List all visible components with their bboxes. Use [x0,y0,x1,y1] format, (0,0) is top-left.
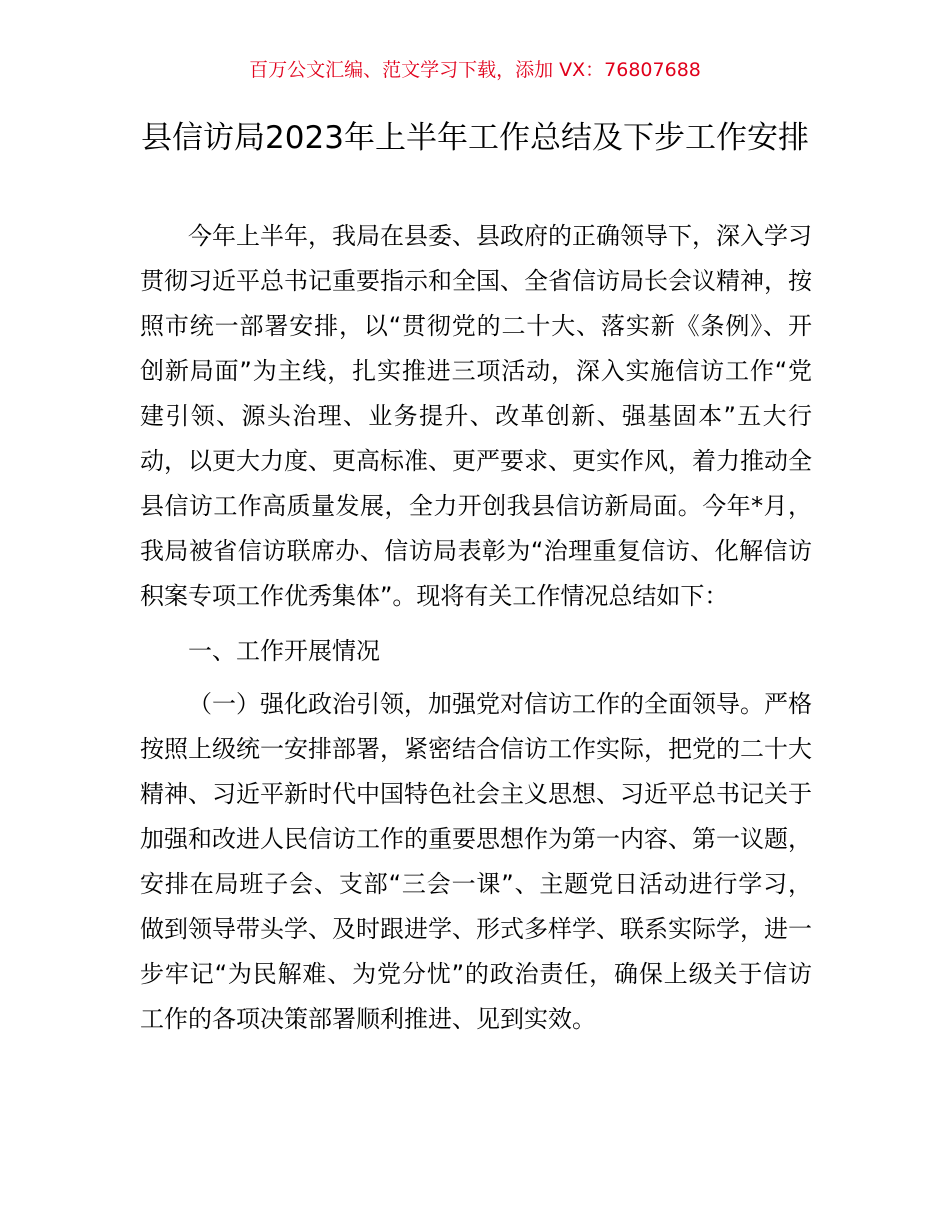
header-banner: 百万公文汇编、范文学习下载，添加 VX：76807688 [249,59,701,81]
section-item-paragraph: （一）强化政治引领，加强党对信访工作的全面领导。严格按照上级统一安排部署，紧密结合信访工作实际，把党的二十大精神、习近平新时代中国特色社会主义思想、习近平总书记关于加强和改进人民信访工作的重要思想作为第一内容、第一议题，安排在局班子会、支部“三会一课”、主题党日活动进行学习，做到领导带头学、及时跟进学、形式多样学、联系实际学，进一步牢记“为民解难、为党分忧”的政治责任，确保上级关于信访工作的各项决策部署顺利推进、见到实效。 [140,690,812,1033]
document-title: 县信访局2023年上半年工作总结及下步工作安排 [141,120,809,156]
document-body [140,214,812,1042]
intro-paragraph: 今年上半年，我局在县委、县政府的正确领导下，深入学习贯彻习近平总书记重要指示和全国、全省信访局长会议精神，按照市统一部署安排，以“贯彻党的二十大、落实新《条例》、开创新局面”为主线，扎实推进三项活动，深入实施信访工作“党建引领、源头治理、业务提升、改革创新、强基固本”五大行动，以更大力度、更高标准、更严要求、更实作风，着力推动全县信访工作高质量发展，全力开创我县信访新局面。今年*月，我局被省信访联席办、信访局表彰为“治理重复信访、化解信访积案专项工作优秀集体”。现将有关工作情况总结如下： [140,222,812,610]
section-heading: 一、工作开展情况 [188,637,380,665]
